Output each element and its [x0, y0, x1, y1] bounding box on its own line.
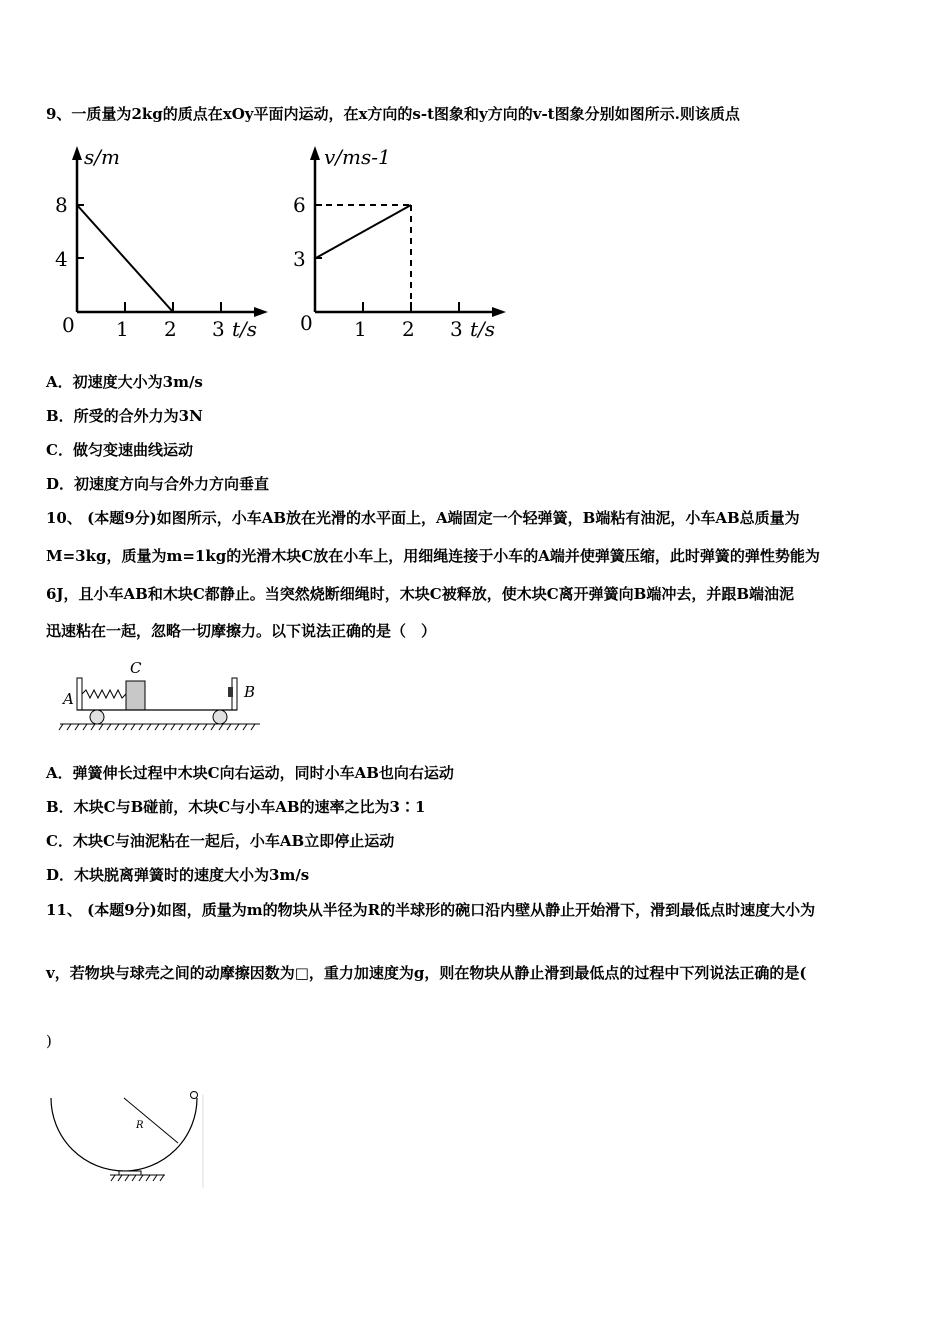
q9-option-b: B．所受的合外力为3N	[46, 407, 203, 425]
st-xlabel: t/s	[232, 317, 258, 341]
q10-option-d: D．木块脱离弹簧时的速度大小为3m/s	[46, 866, 310, 884]
spring	[82, 690, 126, 698]
q9-option-d: D．初速度方向与合外力方向垂直	[46, 475, 270, 493]
bowl-arc	[51, 1098, 197, 1171]
vt-ylabel: v/ms-1	[324, 145, 391, 169]
label-c: C	[130, 659, 142, 677]
vt-series-line	[315, 205, 411, 259]
st-ylabel: s/m	[84, 145, 120, 169]
st-y-arrow	[72, 146, 82, 160]
vt-x-arrow	[492, 307, 506, 317]
bowl-figure	[45, 1083, 210, 1193]
radius-label: R	[136, 1120, 144, 1131]
st-ytick-label-4: 4	[55, 247, 68, 271]
q10-line-3: 6J，且小车AB和木块C都静止。当突然烧断细绳时，木块C被释放，使木块C离开弹簧向B端冲去，并跟B端油泥	[46, 585, 795, 603]
q10-line-4: 迅速粘在一起，忽略一切摩擦力。以下说法正确的是（ ）	[46, 622, 437, 640]
base-hatching	[111, 1175, 164, 1181]
wheel-left	[90, 710, 104, 724]
label-a: A	[63, 690, 74, 708]
q11-line-2: v，若物块与球壳之间的动摩擦因数为□，重力加速度为g，则在物块从静止滑到最低点的过程中下列说法正确的是(	[46, 964, 807, 982]
st-x-arrow	[254, 307, 268, 317]
st-ytick-label-8: 8	[55, 193, 68, 217]
st-series-line	[77, 205, 173, 312]
vt-xlabel: t/s	[470, 317, 496, 341]
q9-stem: 9、一质量为2kg的质点在xOy平面内运动，在x方向的s-t图象和y方向的v-t图象分别如图所示.则该质点	[46, 105, 740, 123]
cart-figure	[55, 656, 270, 736]
q10-option-c: C．木块C与油泥粘在一起后，小车AB立即停止运动	[46, 832, 395, 850]
st-xtick-label-3: 3	[212, 317, 225, 341]
q11-line-3: )	[46, 1032, 52, 1050]
vt-y-arrow	[310, 146, 320, 160]
st-xtick-label-2: 2	[164, 317, 177, 341]
q10-line-2: M=3kg，质量为m=1kg的光滑木块C放在小车上，用细绳连接于小车的A端并使弹簧压缩，此时弹簧的弹性势能为	[46, 547, 820, 565]
q10-line-1: 10、 (本题9分)如图所示，小车AB放在光滑的水平面上，A端固定一个轻弹簧，B端粘有油泥，小车AB总质量为	[46, 509, 800, 527]
block-c	[126, 681, 145, 710]
vt-xtick-label-1: 1	[354, 317, 367, 341]
q11-line-1: 11、 (本题9分)如图，质量为m的物块从半径为R的半球形的碗口沿内壁从静止开始滑下，滑到最低点时速度大小为	[46, 901, 816, 919]
putty-b	[228, 687, 233, 697]
q9-option-a: A．初速度大小为3m/s	[46, 373, 203, 391]
q10-option-b: B．木块C与B碰前，木块C与小车AB的速率之比为3∶1	[46, 798, 426, 816]
vt-xtick-label-0: 0	[300, 311, 313, 335]
q10-option-a: A．弹簧伸长过程中木块C向右运动，同时小车AB也向右运动	[46, 764, 454, 782]
vt-ytick-label-6: 6	[293, 193, 306, 217]
ground-hatching	[59, 724, 255, 730]
vt-xtick-label-2: 2	[402, 317, 415, 341]
label-b: B	[244, 683, 256, 701]
vt-graph	[288, 140, 518, 350]
st-graph	[50, 140, 280, 350]
vt-ytick-label-3: 3	[293, 247, 306, 271]
end-plate-a	[77, 678, 82, 710]
bowl-base	[119, 1171, 141, 1175]
q9-option-c: C．做匀变速曲线运动	[46, 441, 193, 459]
vt-xtick-label-3: 3	[450, 317, 463, 341]
block-at-rim	[191, 1092, 198, 1099]
radius-line	[124, 1098, 178, 1143]
st-xtick-label-0: 0	[62, 313, 75, 337]
wheel-right	[213, 710, 227, 724]
st-xtick-label-1: 1	[116, 317, 129, 341]
